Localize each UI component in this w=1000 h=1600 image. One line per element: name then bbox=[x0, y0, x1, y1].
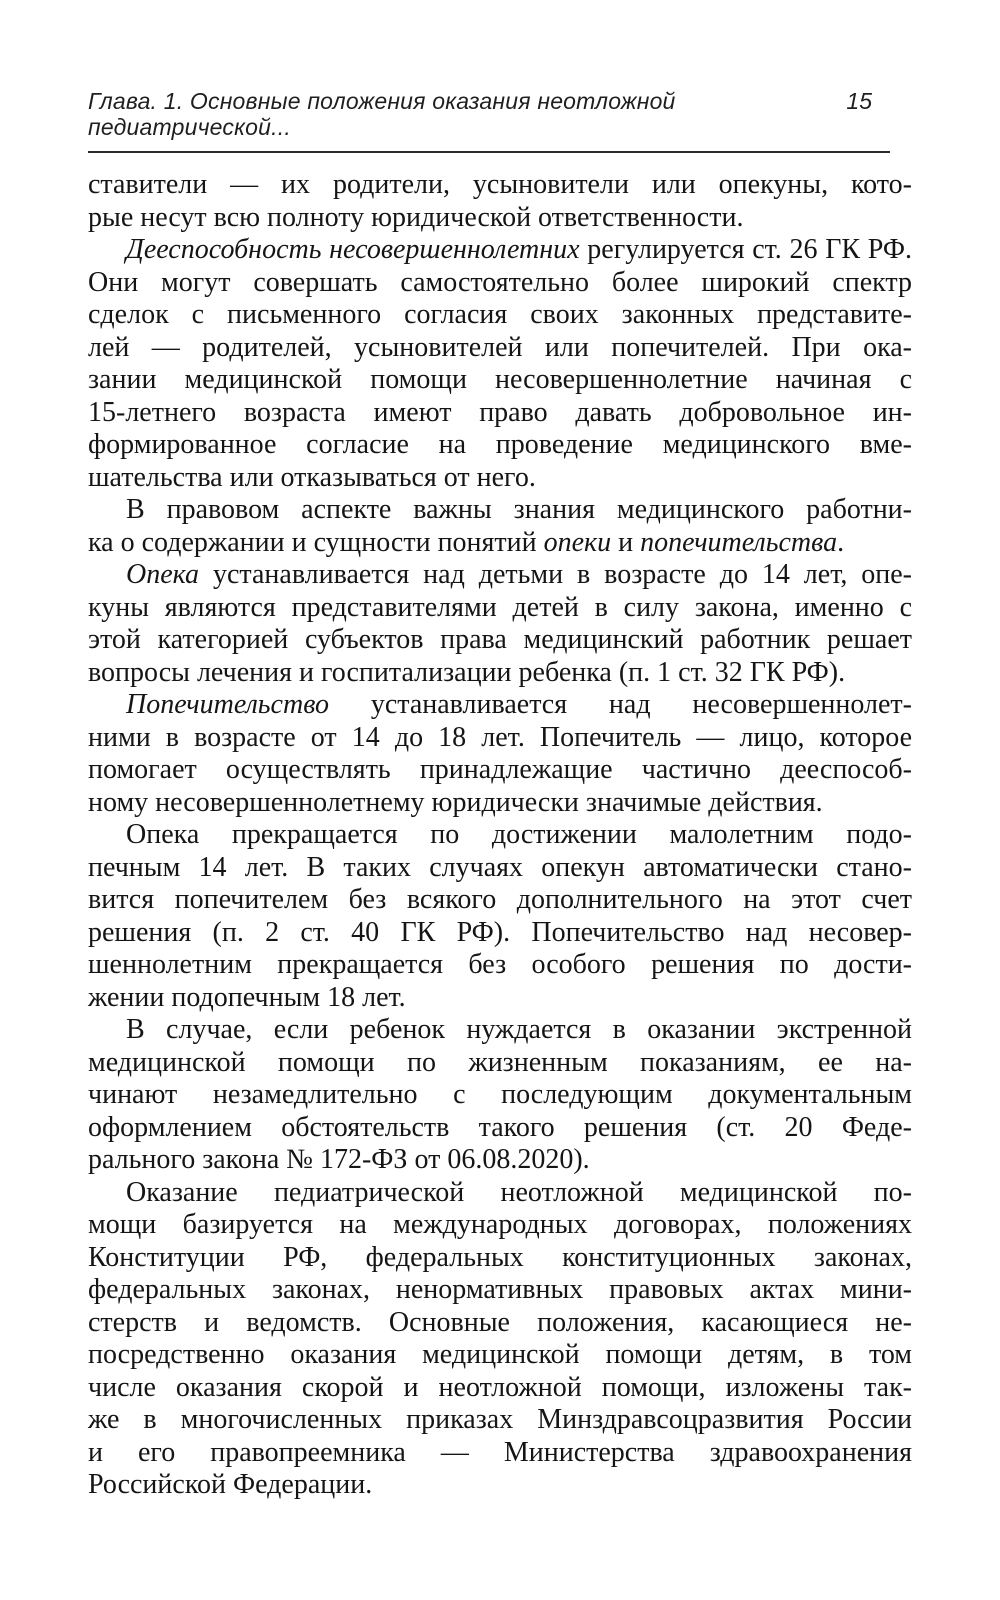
body-text: сделок с письменного согласия своих законных представите- bbox=[88, 299, 912, 330]
text-line bbox=[88, 299, 912, 332]
body-text: Опека прекращается по достижении малолетним подо- bbox=[126, 819, 912, 850]
text-line bbox=[88, 494, 912, 527]
emphasis-text: опеки bbox=[543, 526, 612, 558]
text-line bbox=[88, 527, 912, 560]
text-line bbox=[88, 332, 912, 365]
emphasis-text: Попечительство bbox=[126, 689, 329, 720]
page-number: 15 bbox=[846, 88, 872, 114]
text-line bbox=[88, 267, 912, 300]
text-line bbox=[88, 1014, 912, 1047]
body-text: рые несут всю полноту юридической ответственности. bbox=[88, 201, 744, 233]
body-text: печным 14 лет. В таких случаях опекун автоматически стано- bbox=[88, 851, 912, 883]
body-text: этой категорией субъектов права медицинский работник решает bbox=[88, 624, 912, 655]
text-line bbox=[88, 852, 912, 885]
text-line bbox=[88, 1307, 912, 1340]
body-text: ними в возрасте от 14 до 18 лет. Попечитель — лицо, которое bbox=[88, 721, 912, 753]
body-text: шательства или отказываться от него. bbox=[88, 461, 536, 493]
body-text: и bbox=[611, 526, 641, 558]
body-text: Они могут совершать самостоятельно более широкий спектр bbox=[88, 266, 912, 298]
text-line bbox=[88, 1209, 912, 1242]
emphasis-text: попечительства bbox=[640, 526, 838, 558]
body-text: шеннолетним прекращается без особого решения по дости- bbox=[88, 949, 912, 980]
text-line bbox=[88, 982, 912, 1015]
body-text: же в многочисленных приказах Минздравсоцразвития России bbox=[88, 1404, 912, 1435]
body-text: куны являются представителями детей в силу закона, именно с bbox=[88, 591, 912, 623]
text-line bbox=[88, 722, 912, 755]
text-line bbox=[88, 592, 912, 625]
text-line bbox=[88, 1144, 912, 1177]
text-line bbox=[88, 429, 912, 462]
text-line bbox=[88, 917, 912, 950]
text-line bbox=[88, 559, 912, 592]
body-text: и его правопреемника — Министерства здравоохранения bbox=[88, 1436, 912, 1468]
body-text: В случае, если ребенок нуждается в оказании экстренной bbox=[126, 1014, 912, 1045]
body-text: жении подопечным 18 лет. bbox=[88, 981, 406, 1013]
text-line bbox=[88, 1112, 912, 1145]
text-line bbox=[88, 949, 912, 982]
text-line bbox=[88, 364, 912, 397]
body-text: вится попечителем без всякого дополнительного на этот счет bbox=[88, 884, 912, 915]
body-text: медицинской помощи по жизненным показаниям, ее на- bbox=[88, 1046, 912, 1078]
text-line bbox=[88, 754, 912, 787]
body-text: регулируется ст. 26 ГК РФ. bbox=[579, 234, 912, 265]
text-line bbox=[88, 689, 912, 722]
body-text: числе оказания скорой и неотложной помощи, изложены так- bbox=[88, 1371, 912, 1403]
text-line bbox=[88, 624, 912, 657]
body-text: решения (п. 2 ст. 40 ГК РФ). Попечительство над несовер- bbox=[88, 916, 912, 948]
body-text: чинают незамедлительно с последующим документальным bbox=[88, 1079, 912, 1110]
text-line bbox=[88, 787, 912, 820]
body-text: лей — родителей, усыновителей или попечителей. При ока- bbox=[88, 331, 912, 363]
text-line bbox=[88, 1404, 912, 1437]
page-body bbox=[88, 169, 912, 1502]
body-text: посредственно оказания медицинской помощи детям, в том bbox=[88, 1339, 912, 1370]
body-text: ставители — их родители, усыновители или опекуны, кото- bbox=[88, 169, 912, 200]
page-header bbox=[88, 88, 890, 140]
body-text: Оказание педиатрической неотложной медицинской по- bbox=[126, 1176, 912, 1208]
body-text: Конституции РФ, федеральных конституционных законах, bbox=[88, 1241, 912, 1273]
body-text: ка о содержании и сущности понятий bbox=[88, 526, 544, 558]
text-line bbox=[88, 1437, 912, 1470]
body-text: устанавливается над несовершеннолет- bbox=[328, 689, 912, 720]
body-text: оформлением обстоятельств такого решения (ст. 20 Феде- bbox=[88, 1111, 912, 1143]
text-line bbox=[88, 1469, 912, 1502]
body-text: В правовом аспекте важны знания медицинского работни- bbox=[126, 494, 912, 525]
body-text: устанавливается над детьми в возрасте до 14 лет, опе- bbox=[199, 559, 912, 590]
text-line bbox=[88, 1339, 912, 1372]
text-line bbox=[88, 884, 912, 917]
page-content bbox=[88, 0, 912, 1502]
text-line bbox=[88, 1079, 912, 1112]
emphasis-text: Опека bbox=[126, 559, 200, 590]
body-text: мощи базируется на международных договорах, положениях bbox=[88, 1209, 912, 1240]
body-text: помогает осуществлять принадлежащие частично дееспособ- bbox=[88, 754, 912, 785]
text-line bbox=[88, 819, 912, 852]
running-title: Глава. 1. Основные положения оказания неотложной педиатрической... bbox=[88, 88, 676, 140]
body-text: зании медицинской помощи несовершеннолетние начиная с bbox=[88, 364, 912, 395]
text-line bbox=[88, 1274, 912, 1307]
text-line bbox=[88, 169, 912, 202]
body-text: стерств и ведомств. Основные положения, касающиеся не- bbox=[88, 1306, 912, 1338]
header-rule bbox=[88, 151, 890, 153]
body-text: формированное согласие на проведение медицинского вме- bbox=[88, 429, 912, 460]
emphasis-text: Дееспособность несовершеннолетних bbox=[126, 234, 580, 265]
body-text: ному несовершеннолетнему юридически значимые действия. bbox=[88, 786, 823, 818]
body-text: 15-летнего возраста имеют право давать добровольное ин- bbox=[88, 396, 912, 428]
text-line bbox=[88, 202, 912, 235]
body-text: федеральных законах, ненормативных правовых актах мини- bbox=[88, 1274, 912, 1305]
text-line bbox=[88, 397, 912, 430]
body-text: рального закона № 172-ФЗ от 06.08.2020). bbox=[88, 1144, 590, 1175]
text-line bbox=[88, 657, 912, 690]
text-line bbox=[88, 1242, 912, 1275]
text-line bbox=[88, 1177, 912, 1210]
body-text: Российской Федерации. bbox=[88, 1469, 373, 1500]
body-text: . bbox=[837, 526, 845, 558]
text-line bbox=[88, 234, 912, 267]
text-line bbox=[88, 462, 912, 495]
text-line bbox=[88, 1372, 912, 1405]
text-line bbox=[88, 1047, 912, 1080]
body-text: вопросы лечения и госпитализации ребенка (п. 1 ст. 32 ГК РФ). bbox=[88, 656, 846, 688]
